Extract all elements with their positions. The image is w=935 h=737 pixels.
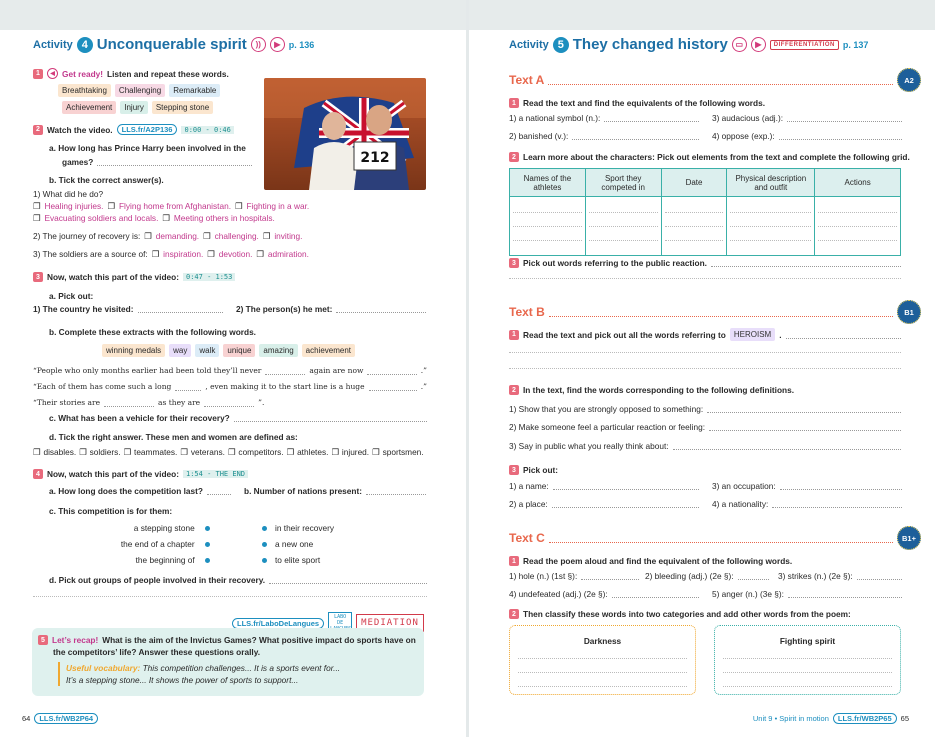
- section-number: 3: [509, 258, 519, 268]
- section-4-title: [33, 469, 248, 479]
- question-b: b. Complete these extracts with the following words.: [49, 327, 256, 337]
- answer-line[interactable]: [33, 596, 427, 597]
- labo-link[interactable]: LLS.fr/LaboDeLangues: [232, 618, 324, 629]
- label: 1) a national symbol (n.):: [509, 113, 601, 123]
- checkbox[interactable]: ❐: [123, 447, 132, 457]
- option: Meeting others in hospitals.: [173, 213, 275, 223]
- extract-2: [33, 382, 427, 391]
- a-s1-title: [509, 98, 765, 108]
- b-s2-title: [509, 385, 794, 395]
- c-word-5: [712, 589, 902, 599]
- activity-4-header: [33, 36, 314, 53]
- recap-label: Let’s recap!: [52, 635, 99, 645]
- answer-line[interactable]: [138, 305, 223, 313]
- label: 3) Say in public what you really think about:: [509, 441, 669, 451]
- instruction: Now, watch this part of the video:: [47, 469, 179, 479]
- footer-link[interactable]: LLS.fr/WB2P65: [833, 713, 897, 724]
- level-badge: A2: [897, 68, 921, 92]
- q1-options-1: [33, 201, 309, 211]
- word-chips-row-1: [58, 84, 220, 97]
- grid-header: Sport they competed in: [585, 169, 661, 197]
- label: 3) an occupation:: [712, 481, 776, 491]
- answer-line[interactable]: [269, 576, 427, 584]
- checkbox[interactable]: ❐: [207, 249, 215, 259]
- page-number: 65: [900, 714, 909, 723]
- checkbox[interactable]: ❐: [33, 201, 41, 211]
- section-number: 2: [509, 609, 519, 619]
- section-number: 2: [509, 385, 519, 395]
- b-def-2: [509, 422, 901, 432]
- get-ready-label: Get ready!: [62, 68, 104, 79]
- instruction: Learn more about the characters: Pick out elements from the text and complete the following grid.: [523, 152, 910, 162]
- word-chip: winning medals: [102, 344, 165, 357]
- label: 1) hole (n.) (1st §):: [509, 571, 578, 581]
- a-word-4: [712, 131, 902, 141]
- question-c: c. This competition is for them:: [49, 506, 173, 516]
- match-dot[interactable]: [262, 558, 267, 563]
- q1: 1) What did he do?: [33, 189, 104, 199]
- checkbox[interactable]: ❐: [33, 447, 41, 457]
- label: 1) a name:: [509, 481, 549, 491]
- label: a. How long does the competition last?: [49, 486, 203, 496]
- answer-line[interactable]: [553, 482, 699, 490]
- category-title: Darkness: [583, 636, 622, 646]
- option: challenging.: [214, 231, 259, 241]
- option: inviting.: [274, 231, 303, 241]
- b-def-3: [509, 441, 901, 451]
- vocab-label: Useful vocabulary:: [66, 663, 141, 673]
- word-chip: amazing: [259, 344, 297, 357]
- instruction: Read the text and pick out all the words referring to: [523, 329, 726, 340]
- match-right-column: [262, 520, 334, 568]
- c-s2-title: [509, 609, 851, 619]
- word-chips-row-2: [62, 101, 213, 114]
- text-c-header: [509, 526, 921, 550]
- label: 2) bleeding (adj.) (2e §):: [645, 571, 734, 581]
- bib-number: 212: [360, 150, 390, 166]
- timecode: 0:47 - 1:53: [183, 273, 235, 281]
- section-number: 2: [33, 125, 43, 135]
- extract-text: “People who only months earlier had been told they’ll never: [33, 366, 262, 375]
- label: 3) strikes (n.) (2e §):: [778, 571, 853, 581]
- instruction: Read the text and find the equivalents of the following words.: [523, 98, 766, 108]
- answer-line[interactable]: [787, 114, 902, 122]
- character-grid: [509, 168, 901, 256]
- speaker-icon[interactable]: ◀: [47, 68, 58, 79]
- answer-line[interactable]: [552, 500, 699, 508]
- grid-cell[interactable]: [727, 197, 815, 256]
- extract-text: as they are: [158, 398, 201, 407]
- grid-cell[interactable]: [585, 197, 661, 256]
- question-d: [49, 575, 427, 585]
- checkbox[interactable]: ❐: [151, 249, 160, 259]
- blank[interactable]: [369, 383, 417, 391]
- q3: [33, 249, 309, 259]
- video-icon[interactable]: ▶: [751, 37, 766, 52]
- c-word-1: [509, 571, 639, 581]
- vocab-text-2: It’s a stepping stone... It shows the power of sports to support...: [66, 675, 299, 685]
- question-b: [244, 486, 426, 496]
- b-s3-title: [509, 465, 558, 475]
- word-chip: Breathtaking: [58, 84, 111, 97]
- page-number: 64: [22, 714, 31, 723]
- question-a-cont: games?: [62, 157, 94, 167]
- option: teammates.: [134, 447, 178, 457]
- answer-line[interactable]: [788, 590, 902, 598]
- text-a-header: [509, 68, 921, 92]
- answer-line[interactable]: [581, 572, 639, 580]
- extract-text: “Each of them has come such a long: [33, 382, 172, 391]
- extract-text: again are now: [309, 366, 364, 375]
- option: Flying home from Afghanistan.: [118, 201, 232, 211]
- checkbox[interactable]: ❐: [331, 447, 339, 457]
- activity-number: 4: [77, 37, 93, 53]
- blank[interactable]: [175, 383, 201, 391]
- activity-5-header: [509, 36, 868, 53]
- option: veterans.: [190, 447, 225, 457]
- mediation-badge: MEDIATION: [356, 614, 424, 632]
- question-a: [49, 486, 231, 496]
- match-item: [100, 536, 210, 552]
- answer-line[interactable]: [207, 487, 231, 495]
- a-word-3: [712, 113, 902, 123]
- match-item: [100, 520, 210, 536]
- checkbox[interactable]: ❐: [235, 201, 243, 211]
- label: 2) The person(s) he met:: [236, 304, 333, 314]
- checkbox[interactable]: ❐: [180, 447, 188, 457]
- answer-line[interactable]: [709, 423, 901, 431]
- unit-label: Unit 9 • Spirit in motion: [752, 714, 829, 723]
- right-page: [469, 0, 935, 737]
- question-d: d. Tick the right answer. These men and women are defined as:: [49, 432, 298, 442]
- footer-link[interactable]: LLS.fr/WB2P64: [34, 713, 98, 724]
- q2: [33, 231, 302, 241]
- activity-label: Activity: [509, 38, 549, 51]
- checkbox[interactable]: ❐: [256, 249, 264, 259]
- b-pick-1: [509, 481, 699, 491]
- checkbox[interactable]: ❐: [372, 447, 380, 457]
- checkbox[interactable]: ❐: [203, 231, 211, 241]
- option: competitors.: [238, 447, 284, 457]
- question-b: b. Tick the correct answer(s).: [49, 175, 164, 185]
- answer-line[interactable]: [711, 259, 901, 267]
- category-box-darkness[interactable]: [509, 625, 696, 695]
- option: athletes.: [297, 447, 329, 457]
- c-word-4: [509, 589, 699, 599]
- answer-line[interactable]: [857, 572, 902, 580]
- match-text: the beginning of: [135, 555, 195, 565]
- level-badge: B1+: [897, 526, 921, 550]
- option: inspiration.: [163, 249, 204, 259]
- blank[interactable]: [367, 367, 416, 375]
- b-pick-4: [712, 499, 902, 509]
- match-item: [100, 552, 210, 568]
- answer-line[interactable]: [707, 405, 901, 413]
- activity-title: They changed history: [572, 36, 728, 53]
- section-1-title: [33, 68, 229, 79]
- grid-header: Names of the athletes: [510, 169, 586, 197]
- section-number: 4: [33, 469, 43, 479]
- section-number: 2: [509, 152, 519, 162]
- recap-text-2: the competitors’ life? Answer these questions orally.: [53, 647, 261, 657]
- question-d-options: [33, 447, 424, 457]
- section-title: Text B: [509, 305, 545, 319]
- word-chips: [102, 344, 355, 357]
- blank[interactable]: [265, 367, 305, 375]
- word-chip: Challenging: [115, 84, 165, 97]
- q1-options-2: [33, 213, 275, 223]
- left-page: [0, 0, 466, 737]
- option: soldiers.: [89, 447, 121, 457]
- match-item: [262, 552, 334, 568]
- instruction: Listen and repeat these words.: [107, 68, 229, 79]
- answer-line[interactable]: [572, 132, 699, 140]
- a-s3-title: [509, 258, 901, 268]
- label: 5) anger (n.) (3e §):: [712, 589, 784, 599]
- a-s2-title: [509, 152, 910, 162]
- recap-text: What is the aim of the Invictus Games? What positive impact do sports have on: [102, 635, 416, 645]
- match-dot[interactable]: [262, 526, 267, 531]
- checkbox[interactable]: ❐: [286, 447, 295, 457]
- option: admiration.: [267, 249, 309, 259]
- page-ref[interactable]: p. 137: [842, 39, 869, 50]
- option: Fighting in a war.: [246, 201, 310, 211]
- match-left-column: [100, 520, 210, 568]
- section-number: 1: [509, 330, 519, 340]
- answer-line[interactable]: [772, 500, 902, 508]
- extract-1: [33, 366, 427, 375]
- section-number: 3: [509, 465, 519, 475]
- checkbox[interactable]: ❐: [162, 213, 170, 223]
- grid-cell[interactable]: [510, 197, 586, 256]
- q3-label: 3) The soldiers are a source of:: [33, 249, 148, 259]
- c-word-2: [645, 571, 769, 581]
- useful-vocab: [58, 662, 340, 686]
- vocab-text: This competition challenges... It is a sports event for...: [142, 663, 341, 673]
- answer-line[interactable]: [509, 278, 901, 279]
- category-box-fighting[interactable]: [714, 625, 901, 695]
- word-chip: HEROISM: [730, 328, 775, 341]
- word-chip: Stepping stone: [152, 101, 213, 114]
- answer-person: [236, 304, 426, 314]
- grid-header: Actions: [815, 169, 901, 197]
- checkbox[interactable]: ❐: [227, 447, 236, 457]
- instruction: Then classify these words into two categories and add other words from the poem:: [523, 609, 851, 619]
- c-s1-title: [509, 556, 792, 566]
- instruction: Now, watch this part of the video:: [47, 272, 179, 282]
- label: 4) undefeated (adj.) (2e §):: [509, 589, 608, 599]
- text-b-header: [509, 300, 921, 324]
- option: devotion.: [218, 249, 253, 259]
- timecode: 0:00 - 0:46: [181, 126, 233, 134]
- answer-line[interactable]: [336, 305, 426, 313]
- checkbox[interactable]: ❐: [107, 201, 115, 211]
- answer-line[interactable]: [509, 368, 901, 369]
- label: 2) Make someone feel a particular reaction or feeling:: [509, 422, 706, 432]
- option: injured.: [341, 447, 370, 457]
- instruction: Watch the video.: [47, 124, 113, 135]
- answer-line[interactable]: [612, 590, 699, 598]
- instruction: Pick out words referring to the public reaction.: [523, 258, 707, 268]
- question-c: [49, 413, 427, 423]
- extract-text: .”: [420, 366, 427, 375]
- label: 2) a place:: [509, 499, 548, 509]
- label: 3) audacious (adj.):: [712, 113, 784, 123]
- question-a: a. Pick out:: [49, 291, 94, 301]
- extract-3: [33, 398, 273, 407]
- answer-line[interactable]: [780, 482, 902, 490]
- labo-badge: LABO DE: [328, 612, 352, 634]
- label: b. Number of nations present:: [244, 486, 363, 496]
- option: disables.: [43, 447, 77, 457]
- option: sportsmen.: [382, 447, 424, 457]
- instruction: In the text, find the words corresponding to the following definitions.: [523, 385, 795, 395]
- instruction: Pick out:: [523, 465, 559, 475]
- label: 4) a nationality:: [712, 499, 769, 509]
- section-number: 3: [33, 272, 43, 282]
- extract-text: .”: [420, 382, 427, 391]
- match-item: [262, 520, 334, 536]
- match-dot[interactable]: [205, 558, 210, 563]
- page-ref[interactable]: p. 136: [288, 39, 315, 50]
- match-text: a stepping stone: [133, 523, 195, 533]
- section-2-title: [33, 124, 234, 135]
- answer-line[interactable]: [234, 414, 427, 422]
- grid-header: Date: [661, 169, 727, 197]
- page-header-band: [469, 0, 935, 30]
- answer-line[interactable]: [779, 132, 902, 140]
- answer-line[interactable]: [97, 158, 252, 166]
- question-a-answer: [62, 157, 252, 167]
- category-title: Fighting spirit: [779, 636, 836, 646]
- c-word-3: [778, 571, 902, 581]
- option: Evacuating soldiers and locals.: [44, 213, 159, 223]
- section-3-title: [33, 272, 235, 282]
- blank[interactable]: [104, 399, 154, 407]
- section-number: 1: [509, 556, 519, 566]
- timecode: 1:54 - THE END: [183, 470, 248, 478]
- activity-title: Unconquerable spirit: [96, 36, 247, 53]
- book-icon[interactable]: ▭: [732, 37, 747, 52]
- label: d. Pick out groups of people involved in their recovery.: [49, 575, 266, 585]
- section-number: 1: [33, 69, 43, 79]
- blank[interactable]: [204, 399, 254, 407]
- checkbox[interactable]: ❐: [262, 231, 271, 241]
- question-a: a. How long has Prince Harry been involved in the: [49, 143, 246, 153]
- video-icon[interactable]: ▶: [270, 37, 285, 52]
- audio-icon[interactable]: )): [251, 37, 266, 52]
- match-text: the end of a chapter: [120, 539, 195, 549]
- match-text: a new one: [275, 539, 314, 549]
- section-number: 1: [509, 98, 519, 108]
- section-title: Text C: [509, 531, 545, 545]
- word-chip: Remarkable: [169, 84, 220, 97]
- word-chip: Injury: [120, 101, 148, 114]
- word-chip: Achievement: [62, 101, 116, 114]
- answer-line[interactable]: [366, 487, 426, 495]
- answer-line[interactable]: [786, 331, 901, 339]
- b-pick-2: [509, 499, 699, 509]
- a-word-2: [509, 131, 699, 141]
- b-s1-title: [509, 328, 901, 341]
- label: 1) The country he visited:: [33, 304, 134, 314]
- match-dot[interactable]: [205, 542, 210, 547]
- b-def-1: [509, 404, 901, 414]
- extract-text: ”.: [258, 398, 265, 407]
- differentiation-badge: DIFFERENTIATION: [770, 40, 839, 50]
- instruction: Read the poem aloud and find the equivalent of the following words.: [523, 556, 793, 566]
- word-chip: way: [169, 344, 191, 357]
- page-header-band: [0, 0, 466, 30]
- photo-prince-harry: [264, 78, 426, 190]
- a-word-1: [509, 113, 699, 123]
- section-title: Text A: [509, 73, 545, 87]
- checkbox[interactable]: ❐: [33, 213, 41, 223]
- activity-number: 5: [553, 37, 569, 53]
- answer-line[interactable]: [604, 114, 699, 122]
- section-5-title: [38, 635, 416, 645]
- word-chip: walk: [195, 344, 219, 357]
- extract-text: “Their stories are: [33, 398, 101, 407]
- b-pick-3: [712, 481, 902, 491]
- grid-cell[interactable]: [661, 197, 727, 256]
- grid-cell[interactable]: [815, 197, 901, 256]
- section-number: 5: [38, 635, 48, 645]
- video-link[interactable]: LLS.fr/A2P136: [117, 124, 178, 135]
- answer-line[interactable]: [509, 352, 901, 353]
- option: Healing injuries.: [44, 201, 104, 211]
- checkbox[interactable]: ❐: [144, 231, 152, 241]
- match-text: in their recovery: [275, 523, 335, 533]
- option: demanding.: [155, 231, 200, 241]
- match-dot[interactable]: [205, 526, 210, 531]
- label: 4) oppose (exp.):: [712, 131, 775, 141]
- q2-label: 2) The journey of recovery is:: [33, 231, 141, 241]
- footer-right: [753, 713, 909, 724]
- answer-line[interactable]: [738, 572, 769, 580]
- extract-text: , even making it to the start line is a huge: [205, 382, 365, 391]
- word-chip: unique: [223, 344, 255, 357]
- level-badge: B1: [897, 300, 921, 324]
- punctuation: .: [779, 329, 782, 340]
- grid-header: Physical description and outfit: [727, 169, 815, 197]
- answer-country: [33, 304, 223, 314]
- activity-label: Activity: [33, 38, 73, 51]
- label: 1) Show that you are strongly opposed to something:: [509, 404, 704, 414]
- word-chip: achievement: [302, 344, 355, 357]
- label: c. What has been a vehicle for their recovery?: [49, 413, 230, 423]
- answer-line[interactable]: [673, 442, 901, 450]
- checkbox[interactable]: ❐: [79, 447, 87, 457]
- footer-left: [22, 713, 98, 724]
- match-text: to elite sport: [275, 555, 321, 565]
- match-dot[interactable]: [262, 542, 267, 547]
- label: 2) banished (v.):: [509, 131, 569, 141]
- match-item: [262, 536, 334, 552]
